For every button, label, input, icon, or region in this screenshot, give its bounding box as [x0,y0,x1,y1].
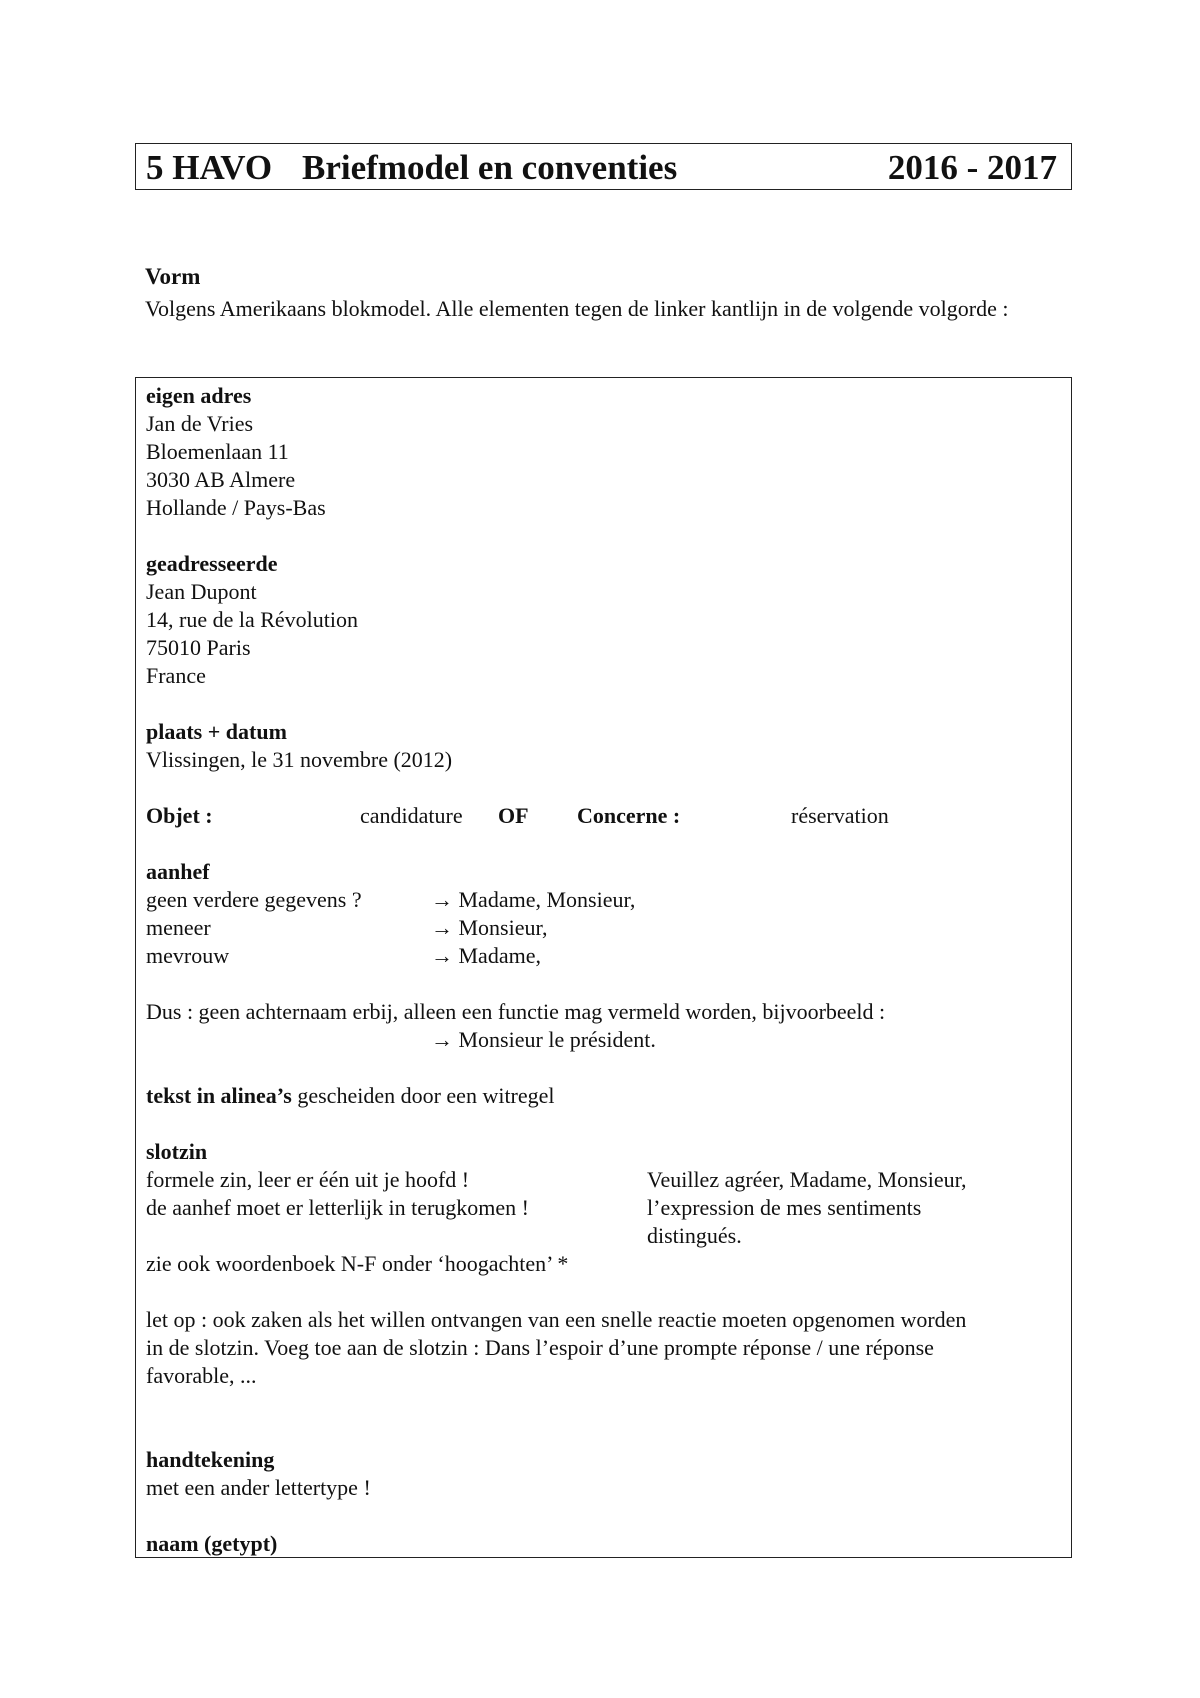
aanhef-row-left: mevrouw [146,943,230,968]
aanhef-heading: aanhef [146,859,210,884]
aanhef-example: → Monsieur le président. [431,1027,656,1052]
objet-value: candidature [360,803,463,828]
title-box [135,143,1072,190]
letop-line-2: in de slotzin. Voeg toe aan de slotzin : Dans l’espoir d’une prompte réponse / une réponse [146,1335,934,1360]
vorm-text: Volgens Amerikaans blokmodel. Alle elementen tegen de linker kantlijn in de volgende volgorde : [145,296,1009,321]
slotzin-right-1: Veuillez agréer, Madame, Monsieur, [647,1167,967,1192]
sender-name: Jan de Vries [146,411,254,436]
school-year: 2016 - 2017 [887,148,1057,187]
vorm-heading: Vorm [145,264,201,289]
aanhef-row-right: → Madame, Monsieur, [431,887,636,912]
concerne-value: réservation [791,803,889,828]
letop-line-1: let op : ook zaken als het willen ontvangen van een snelle reactie moeten opgenomen worden [146,1307,967,1332]
sender-country: Hollande / Pays-Bas [146,495,326,520]
sender-street: Bloemenlaan 11 [146,439,289,464]
letter-model-box [135,377,1072,1558]
recipient-country: France [146,663,206,688]
sender-postcode: 3030 AB Almere [146,467,296,492]
aanhef-row-left: meneer [146,915,211,940]
handtekening-line: met een ander lettertype ! [146,1475,371,1500]
recipient-postcode: 75010 Paris [146,635,251,660]
slotzin-heading: slotzin [146,1139,208,1164]
plaats-datum-heading: plaats + datum [146,719,287,744]
tekst-bold: tekst in alinea’s [146,1083,292,1108]
eigen-adres-heading: eigen adres [146,383,252,408]
aanhef-row-right: → Monsieur, [431,915,548,940]
class-level: 5 HAVO [146,148,273,187]
page-title: Briefmodel en conventies [302,148,678,187]
objet-label: Objet : [146,803,213,828]
concerne-label: Concerne : [577,803,681,828]
aanhef-note: Dus : geen achternaam erbij, alleen een functie mag vermeld worden, bijvoorbeeld : [146,999,886,1024]
plaats-datum-line: Vlissingen, le 31 novembre (2012) [146,747,453,772]
slotzin-right-3: distingués. [647,1223,742,1248]
geadresseerde-heading: geadresseerde [146,551,278,576]
letop-line-3: favorable, ... [146,1363,257,1388]
recipient-street: 14, rue de la Révolution [146,607,359,632]
woordenboek-note: zie ook woordenboek N-F onder ‘hoogachten’ * [146,1251,569,1276]
or-label: OF [498,803,529,828]
naam-heading: naam (getypt) [146,1531,278,1556]
aanhef-row-left: geen verdere gegevens ? [146,887,362,912]
tekst-line [146,1082,555,1110]
recipient-name: Jean Dupont [146,579,257,604]
slotzin-left-1: formele zin, leer er één uit je hoofd ! [146,1167,470,1192]
handtekening-heading: handtekening [146,1447,275,1472]
tekst-rest: gescheiden door een witregel [291,1083,555,1108]
aanhef-row-right: → Madame, [431,943,541,968]
slotzin-left-2: de aanhef moet er letterlijk in terugkomen ! [146,1195,530,1220]
slotzin-right-2: l’expression de mes sentiments [647,1195,922,1220]
